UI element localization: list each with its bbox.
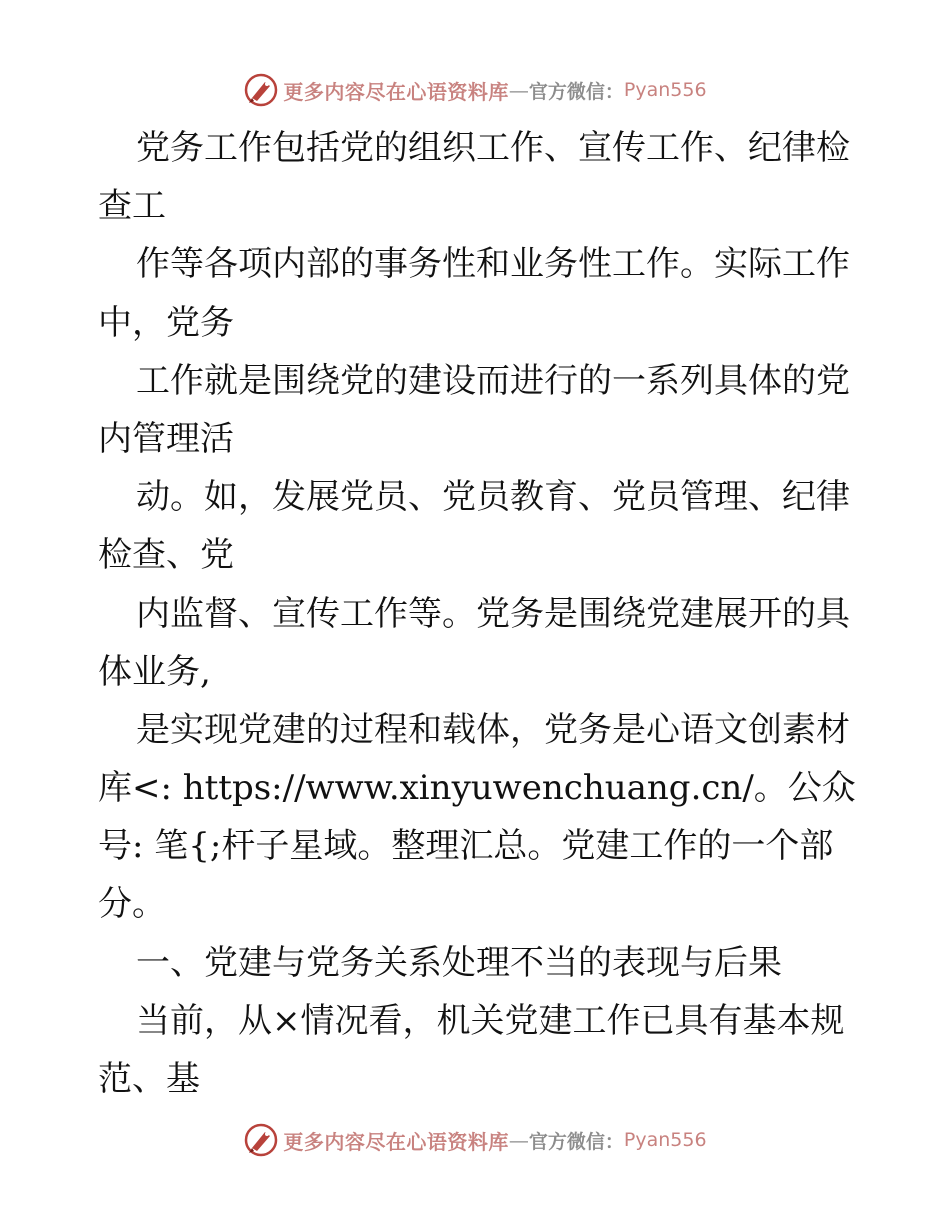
section-heading: 一、党建与党务关系处理不当的表现与后果 bbox=[136, 942, 782, 983]
text-line: 中，党务 bbox=[98, 302, 234, 343]
body-text bbox=[98, 119, 858, 1108]
text-line: 查工 bbox=[98, 186, 166, 227]
text-line: 内管理活 bbox=[98, 418, 234, 459]
text-line: 动。如，发展党员、党员教育、党员管理、纪律 bbox=[136, 477, 850, 518]
banner-wechat-id: Pyan556 bbox=[623, 1129, 707, 1151]
banner-wechat-label: 官方微信： bbox=[528, 1130, 624, 1153]
banner-wechat-id: Pyan556 bbox=[623, 79, 707, 101]
banner-site-name: 更多内容尽在心语资料库 bbox=[283, 1129, 509, 1154]
header-banner bbox=[0, 70, 950, 110]
pen-logo-icon bbox=[243, 72, 279, 108]
text-line: 工作就是围绕党的建设而进行的一系列具体的党 bbox=[136, 360, 850, 401]
text-line: 当前，从×情况看，机关党建工作已具有基本规 bbox=[136, 1000, 845, 1041]
pen-logo-icon bbox=[243, 1122, 279, 1158]
text-line: 体业务, bbox=[98, 651, 211, 692]
text-line: 内监督、宣传工作等。党务是围绕党建展开的具 bbox=[136, 593, 850, 634]
text-line: 范、基 bbox=[98, 1059, 200, 1099]
text-line: 号: 笔{;杆子星域。整理汇总。党建工作的一个部 bbox=[98, 826, 834, 867]
banner-dash: — bbox=[508, 1128, 529, 1152]
text-line: 分。 bbox=[98, 884, 166, 925]
text-line: 作等各项内部的事务性和业务性工作。实际工作 bbox=[136, 244, 850, 285]
banner-wechat-label: 官方微信： bbox=[528, 80, 624, 103]
banner-dash: — bbox=[508, 78, 529, 102]
text-line: 检查、党 bbox=[98, 535, 234, 576]
footer-banner bbox=[0, 1120, 950, 1160]
banner-site-name: 更多内容尽在心语资料库 bbox=[283, 79, 509, 104]
text-line: 库<: https://www.xinyuwenchuang.cn/。公众 bbox=[98, 768, 856, 809]
text-line: 党务工作包括党的组织工作、宣传工作、纪律检 bbox=[136, 128, 850, 168]
text-line: 是实现党建的过程和载体，党务是心语文创素材 bbox=[136, 709, 850, 750]
